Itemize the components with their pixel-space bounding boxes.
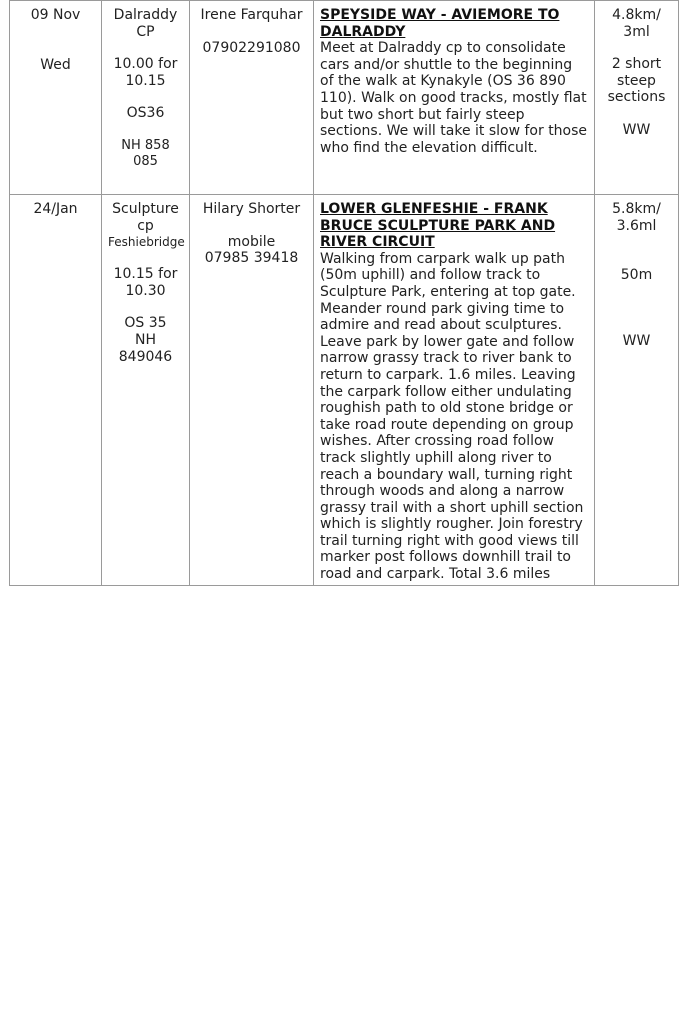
walk-ascent: 50m xyxy=(620,267,653,284)
leader-phone: 07902291080 xyxy=(202,39,301,56)
distance-cell xyxy=(595,195,679,586)
date-cell xyxy=(10,1,102,195)
walks-table xyxy=(9,0,679,586)
leader-name: Hilary Shorter xyxy=(202,201,301,217)
meeting-place-detail: CP xyxy=(136,23,155,40)
leader-cell xyxy=(190,1,314,195)
meeting-place: Dalraddy xyxy=(113,7,178,23)
meeting-cell xyxy=(102,1,190,195)
walk-day: Wed xyxy=(40,56,71,73)
walk-title: SPEYSIDE WAY - AVIEMORE TO DALRADDY xyxy=(320,7,560,40)
meeting-time: 10.00 for xyxy=(113,56,178,73)
map-sheet: OS36 xyxy=(126,105,165,122)
meeting-place-locality: Feshiebridge xyxy=(108,235,185,250)
walk-distance: 4.8km/ 3ml xyxy=(612,7,661,40)
leader-phone: 07985 39418 xyxy=(204,250,299,267)
walk-grade: WW xyxy=(622,121,651,138)
walk-date: 09 Nov xyxy=(30,7,81,23)
distance-cell xyxy=(595,1,679,195)
meeting-place-detail: cp xyxy=(137,217,154,234)
walk-distance: 5.8km/ 3.6ml xyxy=(612,201,661,234)
walk-date: 24/Jan xyxy=(33,201,78,217)
grid-reference: NH 849046 xyxy=(118,331,173,365)
walk-description: Walking from carpark walk up path (50m uphill) and follow track to Sculpture Park, entering at top gate. Meander round park giving time to admire and read about sculptures. Leave park by lower gate and follow narrow grassy track to river bank to return to carpark. 1.6 miles. Leaving the carpark follow either undulating roughish path to old stone bridge or take road route depending on group wishes. After crossing road follow track slightly uphill along river to reach a boundary wall, turning right through woods and along a narrow grassy trail with a short uphill section which is slightly rougher. Join forestry trail turning right with good views till marker post follows downhill trail to road and carpark. Total 3.6 miles xyxy=(320,250,584,583)
meeting-place: Sculpture xyxy=(112,201,179,217)
walk-ascent: 2 short steep sections xyxy=(607,56,666,106)
description-cell xyxy=(314,1,595,195)
table-row xyxy=(10,195,679,586)
leader-cell xyxy=(190,195,314,586)
description-cell xyxy=(314,195,595,586)
leader-name: Irene Farquhar xyxy=(200,7,303,23)
leader-phone-label: mobile xyxy=(227,233,276,250)
meeting-cell xyxy=(102,195,190,586)
start-time: 10.15 xyxy=(125,72,166,89)
table-row xyxy=(10,1,679,195)
walk-title: LOWER GLENFESHIE - FRANK BRUCE SCULPTURE PARK AND RIVER CIRCUIT xyxy=(320,201,556,251)
walk-description: Meet at Dalraddy cp to consolidate cars and/or shuttle to the beginning of the walk at Kynakyle (OS 36 890 110). Walk on good tracks, mostly flat but two short but fairly steep sections. We will take it slow for those who find the elevation difficult. xyxy=(320,40,588,156)
start-time: 10.30 xyxy=(125,282,166,299)
date-cell xyxy=(10,195,102,586)
map-sheet: OS 35 xyxy=(124,315,167,332)
walk-grade: WW xyxy=(622,332,651,349)
meeting-time: 10.15 for xyxy=(113,266,178,283)
grid-reference: NH 858 085 xyxy=(121,137,170,169)
